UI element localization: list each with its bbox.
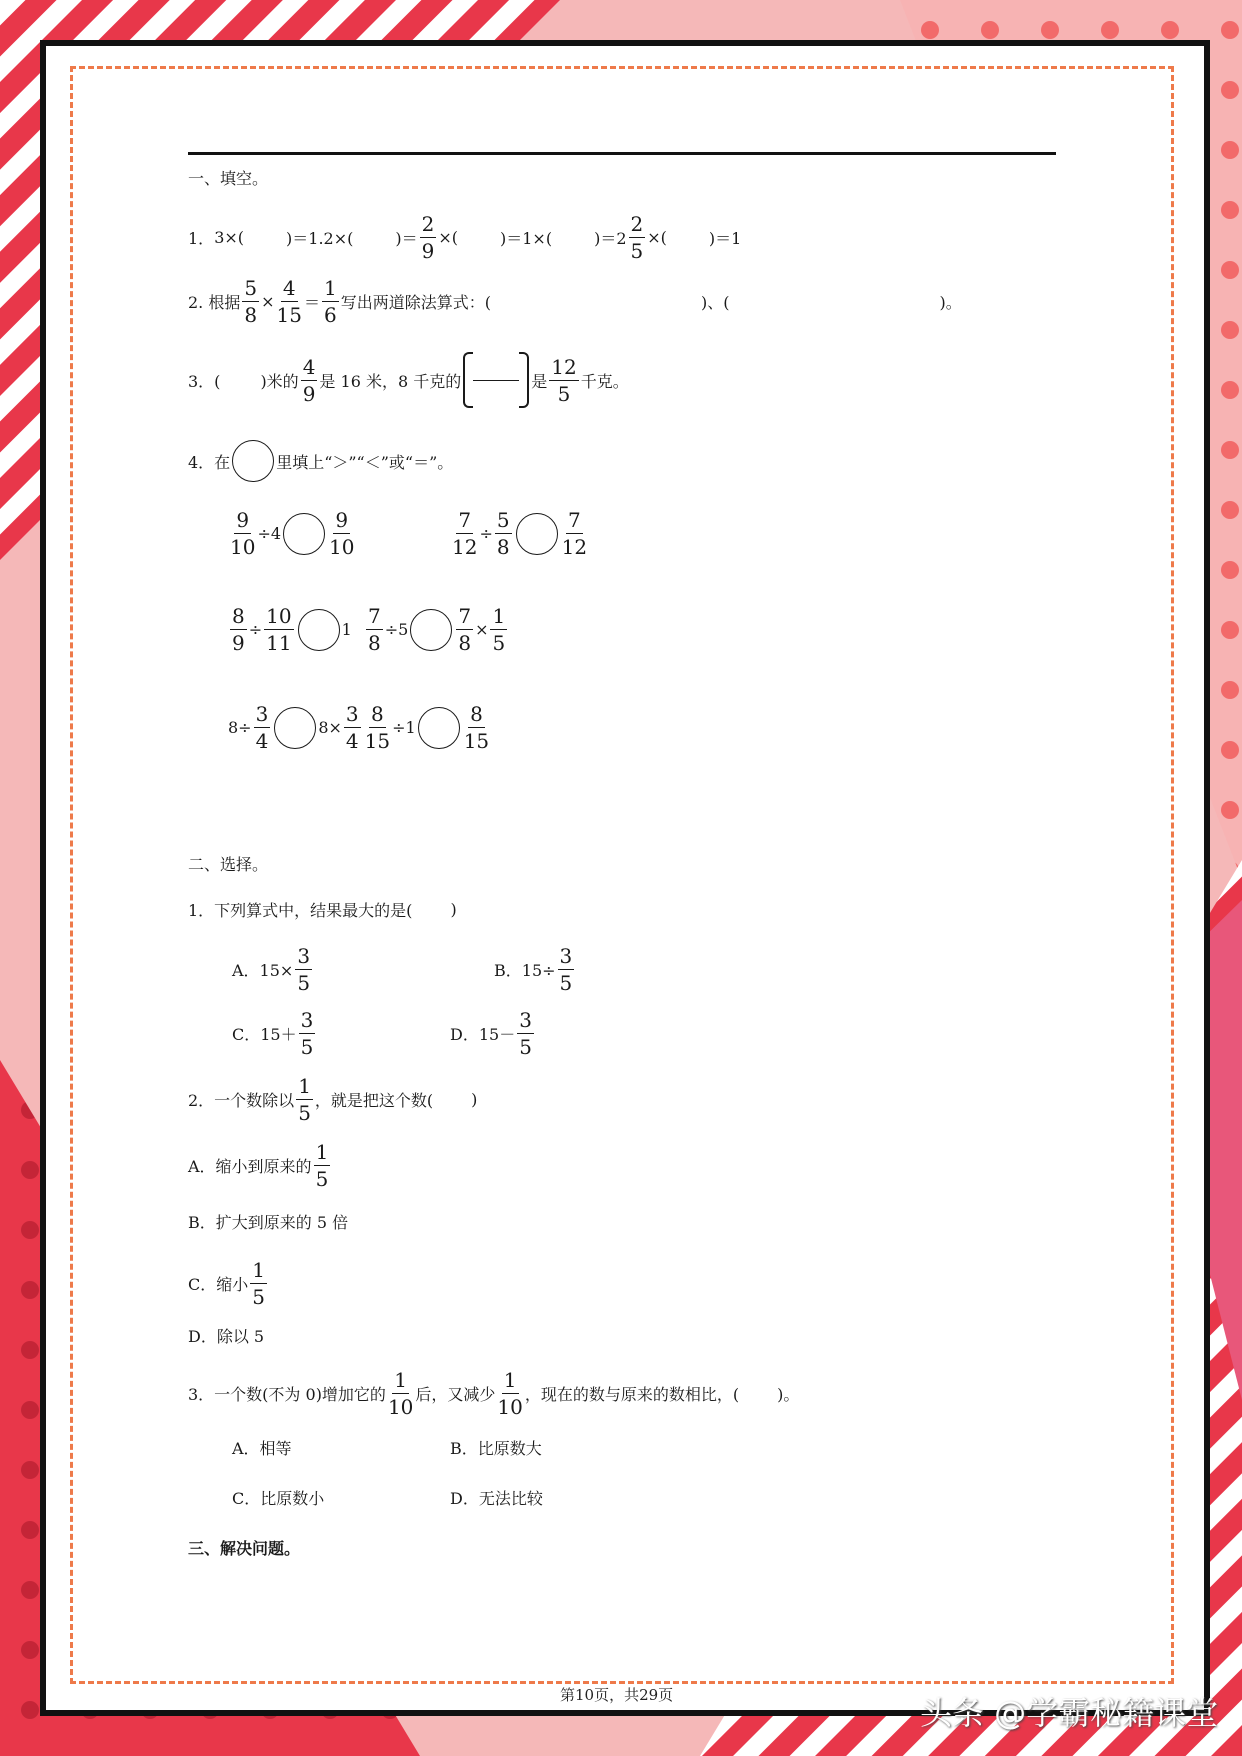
compare-5: 8÷ $\frac{3}{4}$ 8× $\frac{3}{4}$ $\frac{8}{15}$ ÷1 $\frac{8}{15}$	[228, 702, 490, 753]
question-1-3: 3．( )米的 $\frac{4}{9}$ 是 16 米，8 千克的 是 $\frac{12}{5}$ 千克。	[188, 352, 629, 408]
option-2-3-b: B．比原数大	[450, 1439, 542, 1458]
option-2-3-d: D．无法比较	[450, 1489, 543, 1508]
fraction: $\frac{12}{5}$	[551, 354, 577, 406]
page-number: 第10页，共29页	[560, 1686, 674, 1704]
question-1-1: 1． 3×( )＝1.2×( )＝ $\frac{2}{9}$ ×( )＝1×( )＝2 $\frac{2}{5}$ ×( )＝1	[188, 212, 742, 263]
option-2-1-d: D．15－ $\frac{3}{5}$	[450, 1008, 532, 1059]
circle-blank	[298, 609, 340, 651]
circle-blank	[283, 513, 325, 555]
fraction: $\frac{2}{9}$	[421, 212, 435, 263]
option-2-1-b: B．15÷ $\frac{3}{5}$	[494, 944, 573, 995]
section-3-title: 三、解决问题。	[188, 1539, 301, 1558]
compare-3: $\frac{8}{9}$ ÷ $\frac{10}{11}$ 1	[232, 604, 352, 655]
fraction: $\frac{5}{8}$	[244, 276, 258, 327]
compare-1: $\frac{9}{10}$ ÷4 $\frac{9}{10}$	[230, 508, 355, 559]
section-1-title: 一、填空。	[188, 169, 269, 188]
option-2-2-c: C．缩小 $\frac{1}{5}$	[188, 1258, 265, 1309]
compare-4: $\frac{7}{8}$ ÷5 $\frac{7}{8}$ × $\frac{1}{5}$	[368, 604, 506, 655]
circle-blank	[274, 707, 316, 749]
compare-2: $\frac{7}{12}$ ÷ $\frac{5}{8}$ $\frac{7}{12}$	[452, 508, 588, 559]
fraction: $\frac{4}{9}$	[302, 354, 316, 406]
question-2-3: 3．一个数(不为 0)增加它的 $\frac{1}{10}$ 后，又减少 $\frac{1}{10}$ ，现在的数与原来的数相比，( )。	[188, 1368, 800, 1419]
circle-blank	[410, 609, 452, 651]
circle-blank	[516, 513, 558, 555]
circle-blank	[418, 707, 460, 749]
option-2-1-c: C．15＋ $\frac{3}{5}$	[232, 1008, 314, 1059]
fraction: $\frac{1}{6}$	[323, 276, 337, 327]
fraction: $\frac{2}{5}$	[630, 212, 644, 263]
option-2-3-a: A．相等	[232, 1439, 292, 1458]
option-2-2-a: A．缩小到原来的 $\frac{1}{5}$	[188, 1140, 329, 1191]
fraction: $\frac{4}{15}$	[276, 276, 302, 327]
option-2-3-c: C．比原数小	[232, 1489, 325, 1508]
question-1-2: 2. 根据 $\frac{5}{8}$ × $\frac{4}{15}$ ＝ $\frac{1}{6}$ 写出两道除法算式：( )、( )。	[188, 276, 962, 327]
option-2-2-b: B．扩大到原来的 5 倍	[188, 1213, 349, 1232]
circle-blank	[232, 440, 274, 482]
question-2-1: 1．下列算式中，结果最大的是( )	[188, 900, 457, 920]
header-rule	[188, 152, 1056, 155]
question-2-2: 2．一个数除以 $\frac{1}{5}$ ，就是把这个数( )	[188, 1074, 478, 1125]
watermark: 头条 @学霸秘籍课堂	[920, 1694, 1219, 1732]
question-1-4: 4．在 里填上“＞”“＜”或“＝”。	[188, 440, 453, 482]
option-2-2-d: D．除以 5	[188, 1327, 265, 1346]
blank-fraction-bracket	[463, 352, 529, 408]
section-2-title: 二、选择。	[188, 855, 269, 874]
option-2-1-a: A．15× $\frac{3}{5}$	[232, 944, 311, 995]
